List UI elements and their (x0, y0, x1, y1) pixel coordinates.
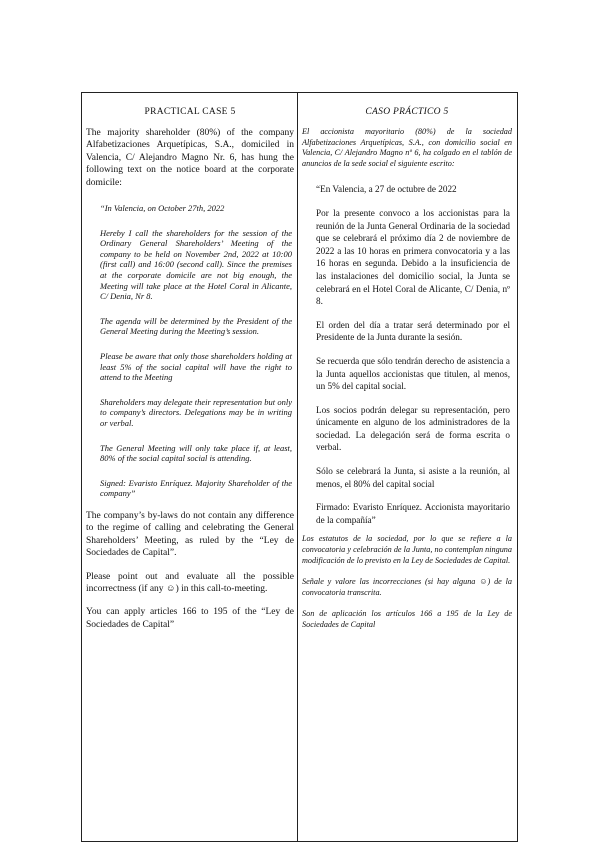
english-bylaws: The company’s by-laws do not contain any difference to the regime of calling and celebrating the General Shareholders’ Meeting, as ruled by the “Ley de Sociedades de Capital”. (86, 510, 294, 559)
column-divider (297, 93, 298, 841)
spanish-title: CASO PRÁCTICO 5 (365, 107, 449, 117)
english-quote-agenda: The agenda will be determined by the President of the General Meeting during the Meeting’s session. (100, 315, 292, 337)
english-quote-date: “In Valencia, on October 27th, 2022 (100, 203, 225, 214)
spanish-task: Señale y valore las incorrecciones (si hay alguna ☺) de la convocatoria transcrita. (302, 577, 512, 597)
spanish-intro: El accionista mayoritario (80%) de la sociedad Alfabetizaciones Arquetípicas, S.A., con domicilio social en Valencia, C/ Alejandro Magno nº 6, ha colgado en el tablón de anuncios de la sede social el siguiente escrito: (302, 127, 512, 168)
english-title: PRACTICAL CASE 5 (144, 107, 236, 117)
english-quote-attendance: Please be aware that only those shareholders holding at least 5% of the social capital will have the right to attend to the Meeting (100, 350, 292, 383)
spanish-quote-attendance: Se recuerda que sólo tendrán derecho de asistencia a la Junta aquellos accionistas que titulen, al menos, un 5% del capital social. (316, 355, 510, 392)
spanish-quote-delegation: Los socios podrán delegar su representación, pero únicamente en alguno de los administradores de la sociedad. La delegación será de forma escrita o verbal. (316, 404, 510, 453)
english-quote-quorum: The General Meeting will only take place if, at least, 80% of the social capital social is attending. (100, 442, 292, 464)
spanish-bylaws: Los estatutos de la sociedad, por lo que se refiere a la convocatoria y celebración de la Junta, no contemplan ninguna modificación de lo previsto en la Ley de Sociedades de Capital. (302, 534, 512, 565)
spanish-quote-date: “En Valencia, a 27 de octubre de 2022 (316, 184, 457, 195)
spanish-quote-signature: Firmado: Evaristo Enríquez. Accionista mayoritario de la compañía” (316, 502, 510, 525)
spanish-articles: Son de aplicación los artículos 166 a 195 de la Ley de Sociedades de Capital (302, 609, 512, 629)
english-quote-signature: Signed: Evaristo Enríquez. Majority Shareholder of the company” (100, 477, 292, 499)
english-task: Please point out and evaluate all the possible incorrectness (if any ☺) in this call-to-meeting. (86, 571, 294, 594)
english-column (86, 107, 294, 631)
english-intro: The majority shareholder (80%) of the company Alfabetizaciones Arquetípicas, S.A., domiciled in Valencia, C/ Alejandro Magno Nr. 6, has hung the following text on the notice board at the corporate domicile: (86, 128, 294, 188)
bilingual-case-table (81, 92, 518, 842)
english-quote-call: Hereby I call the shareholders for the session of the Ordinary General Shareholders’ Meeting of the company to be held on November 2nd, 2022 at 10:00 (first call) and 16:00 (second call). Since the premises at the corporate domicile are not big enough, the Meeting will take place at the Hotel Coral in Alicante, C/ Denia, Nr 8. (100, 227, 292, 302)
spanish-quote-agenda: El orden del día a tratar será determinado por el Presidente de la Junta durante la sesión. (316, 319, 510, 343)
english-articles: You can apply articles 166 to 195 of the “Ley de Sociedades de Capital” (86, 607, 294, 630)
english-quote-delegation: Shareholders may delegate their representation but only to company’s directors. Delegations may be in writing or verbal. (100, 396, 292, 428)
spanish-quote-quorum: Sólo se celebrará la Junta, si asiste a la reunión, al menos, el 80% del capital social (316, 466, 510, 489)
spanish-column (302, 107, 512, 631)
spanish-quote-call: Por la presente convoco a los accionistas para la reunión de la Junta General Ordinaria de la sociedad que se celebrará el próximo día 2 de noviembre de 2022 a las 10 horas en primera convocatoria y a las 16 horas en segunda. Debido a la insuficiencia de las instalaciones del domicilio social, la Junta se celebrará en el Hotel Coral de Alicante, C/ Denia, nº 8. (316, 207, 510, 307)
